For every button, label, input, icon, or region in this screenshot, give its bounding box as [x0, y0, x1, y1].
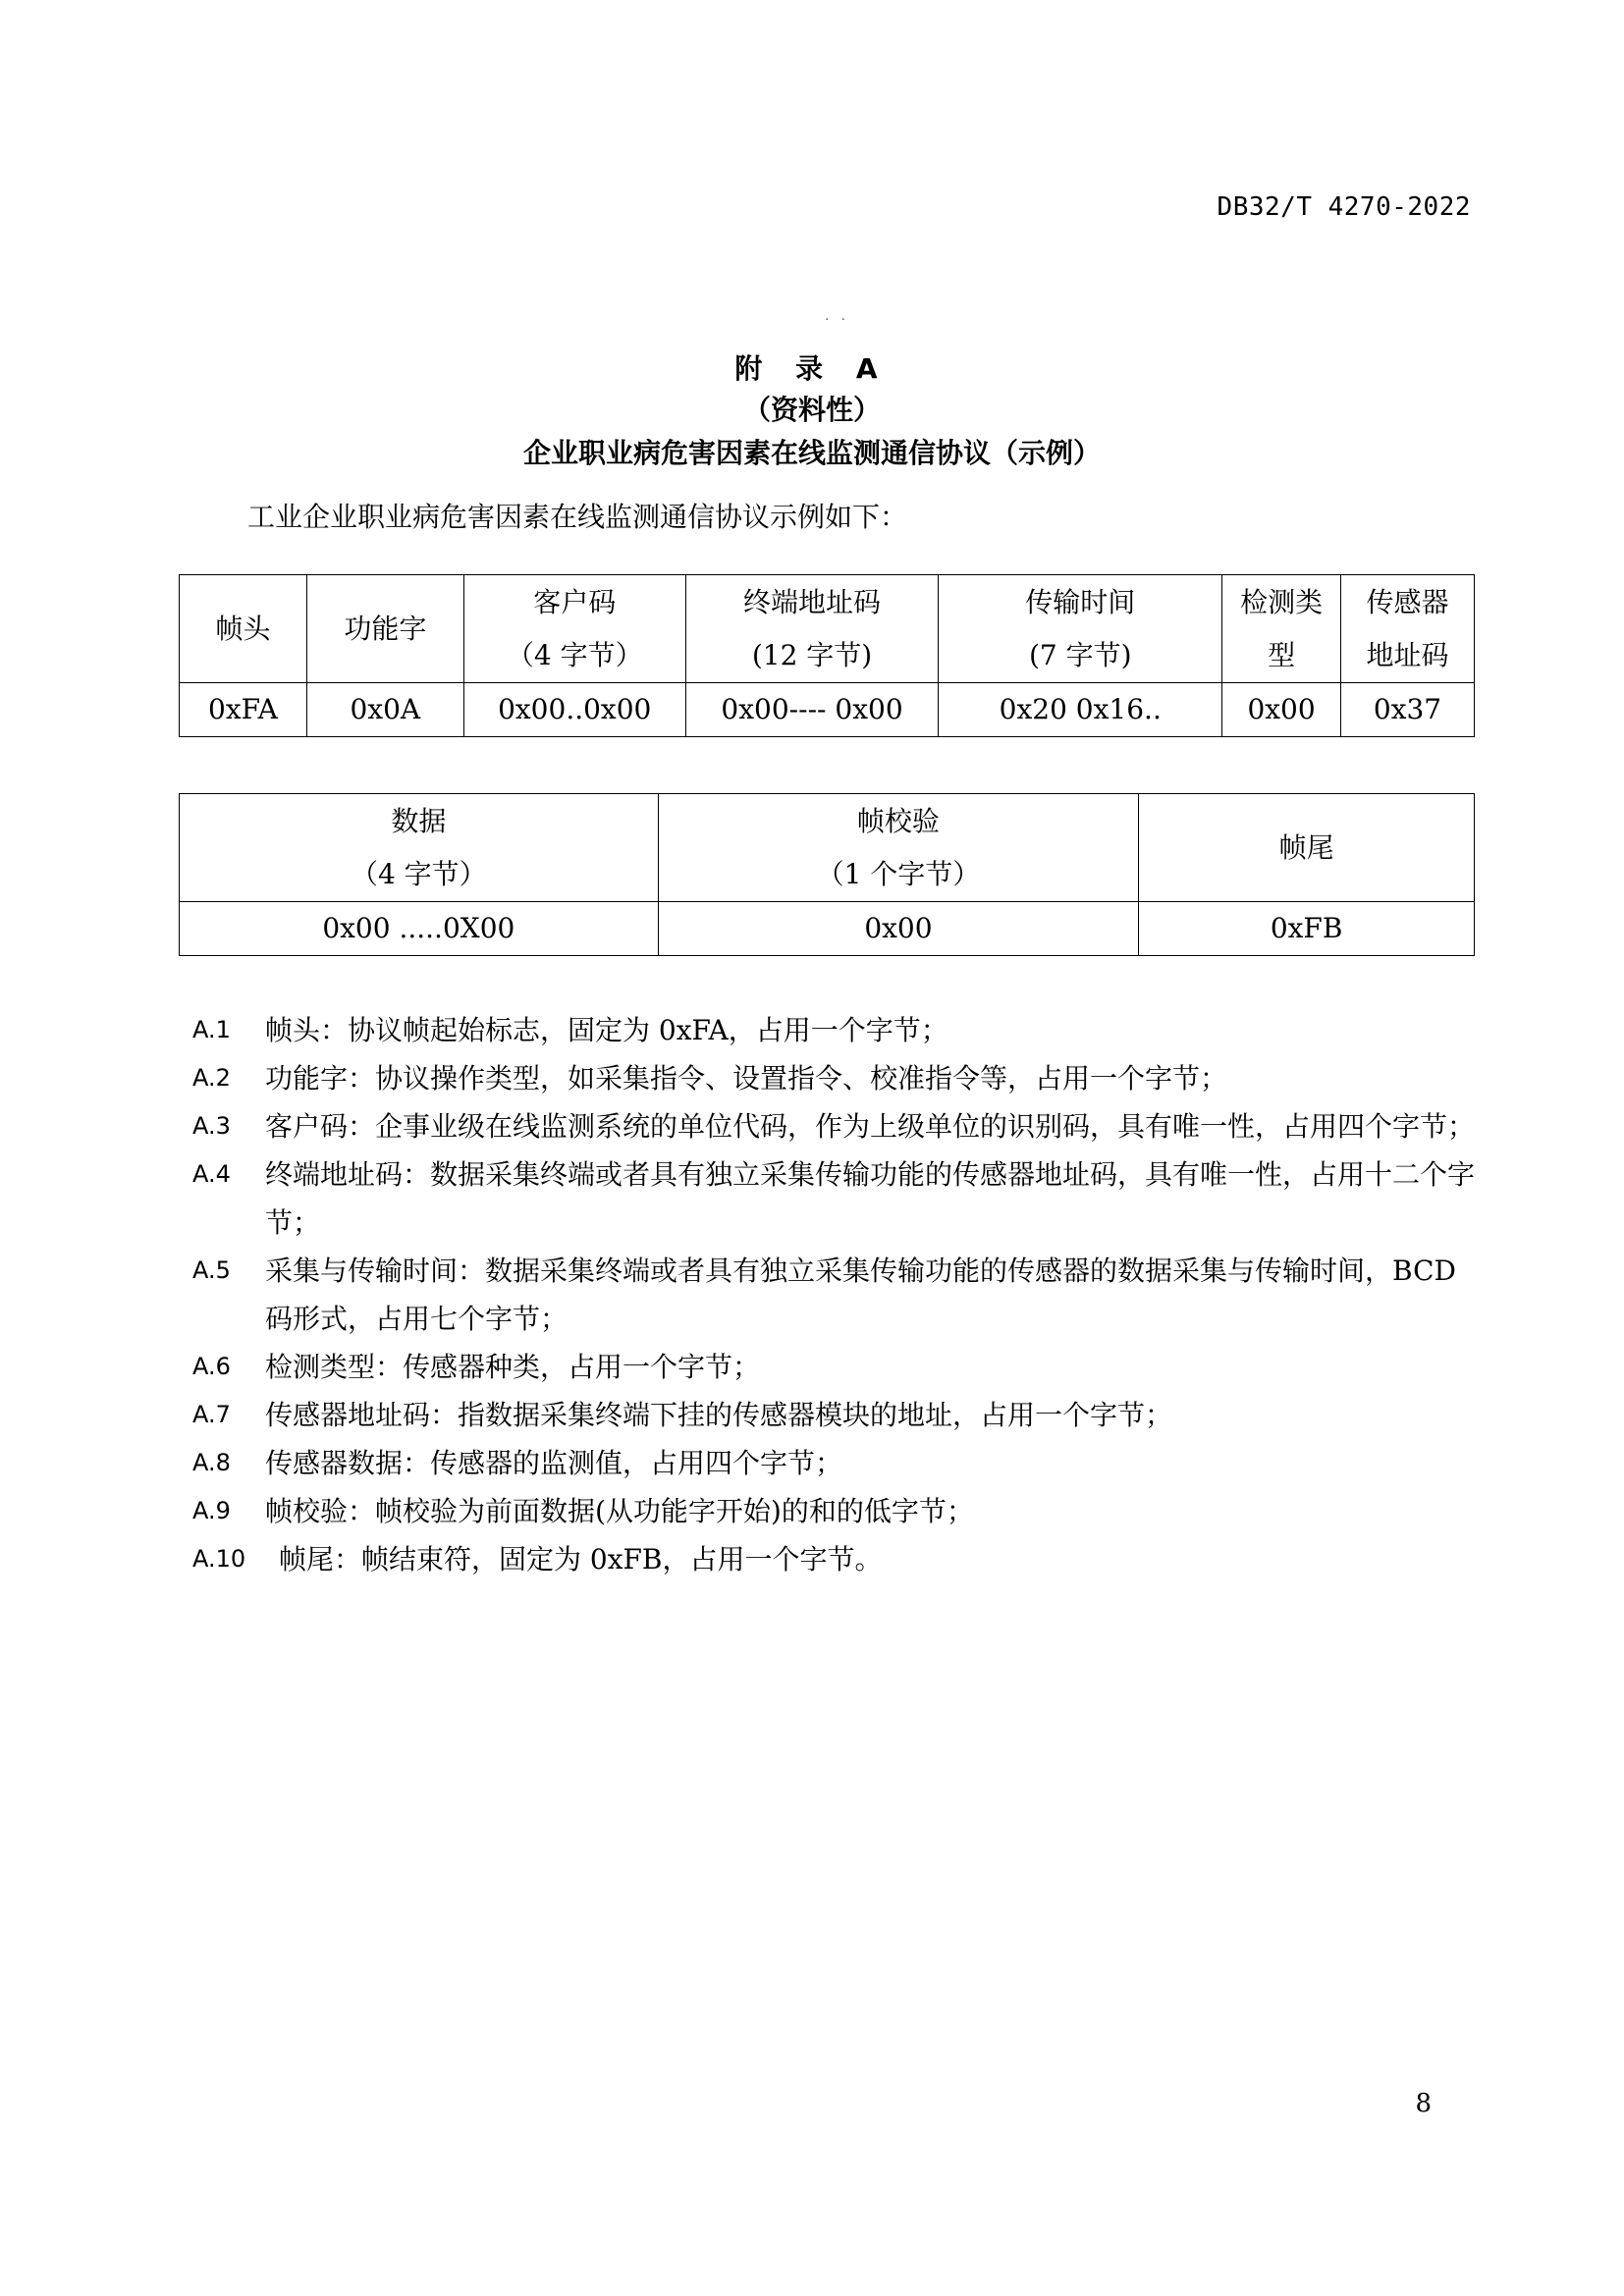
item-number: A.10: [192, 1545, 246, 1573]
item-text: 帧尾：帧结束符，固定为 0xFB，占用一个字节。: [279, 1543, 883, 1575]
item-text: 传感器数据：传感器的监测值，占用四个字节；: [265, 1447, 843, 1479]
list-item: [192, 1150, 1479, 1247]
decorative-dots: ··: [825, 312, 857, 328]
frame-table-2: [179, 793, 1475, 956]
item-number: A.6: [192, 1353, 231, 1380]
table-header-row: [180, 794, 1475, 902]
value-cell: 0x0A: [306, 683, 463, 737]
item-text: 帧校验：帧校验为前面数据(从功能字开始)的和的低字节；: [265, 1495, 974, 1527]
table-row: [180, 683, 1475, 737]
item-text: 传感器地址码：指数据采集终端下挂的传感器模块的地址，占用一个字节；: [265, 1399, 1173, 1431]
item-number: A.2: [192, 1064, 231, 1092]
list-item: [192, 1439, 1479, 1487]
item-text: 终端地址码：数据采集终端或者具有独立采集传输功能的传感器地址码，具有唯一性，占用十二个字节；: [265, 1158, 1476, 1239]
value-cell: 0x00: [1222, 683, 1341, 737]
appendix-title: 附 录 A: [734, 352, 890, 385]
value-cell: 0x20 0x16..: [939, 683, 1222, 737]
item-number: A.3: [192, 1112, 231, 1140]
header-cell: 终端地址码 (12 字节): [685, 575, 939, 683]
frame-table-1: [179, 574, 1475, 737]
item-number: A.1: [192, 1016, 231, 1043]
intro-paragraph: 工业企业职业病危害因素在线监测通信协议示例如下：: [247, 501, 908, 533]
list-item: [192, 1343, 1479, 1391]
item-number: A.8: [192, 1449, 231, 1476]
list-item: [192, 1487, 1479, 1535]
item-number: A.5: [192, 1256, 231, 1284]
table-header-row: [180, 575, 1475, 683]
value-cell: 0x00---- 0x00: [685, 683, 939, 737]
header-cell: 功能字: [306, 575, 463, 683]
item-text: 功能字：协议操作类型，如采集指令、设置指令、校准指令等，占用一个字节；: [265, 1062, 1228, 1095]
appendix-subject: 企业职业病危害因素在线监测通信协议（示例）: [522, 437, 1101, 469]
header-cell: 帧尾: [1139, 794, 1475, 902]
item-number: A.9: [192, 1497, 231, 1524]
list-item: [192, 1054, 1479, 1102]
list-item: [192, 1391, 1479, 1439]
item-text: 帧头：协议帧起始标志，固定为 0xFA，占用一个字节；: [265, 1014, 948, 1046]
item-text: 采集与传输时间：数据采集终端或者具有独立采集传输功能的传感器的数据采集与传输时间，BCD 码形式，占用七个字节；: [265, 1255, 1456, 1335]
list-item: [192, 1102, 1479, 1150]
appendix-type: （资料性）: [742, 394, 881, 426]
list-item: [192, 1535, 1479, 1583]
value-cell: 0x37: [1341, 683, 1475, 737]
header-cell: 传感器 地址码: [1341, 575, 1475, 683]
value-cell: 0x00..0x00: [463, 683, 685, 737]
header-cell: 检测类 型: [1222, 575, 1341, 683]
header-cell: 数据 （4 字节）: [180, 794, 659, 902]
item-text: 检测类型：传感器种类，占用一个字节；: [265, 1351, 761, 1383]
header-cell: 帧头: [180, 575, 307, 683]
item-number: A.4: [192, 1160, 231, 1188]
value-cell: 0x00 .....0X00: [180, 902, 659, 956]
item-number: A.7: [192, 1401, 231, 1428]
definition-list: [192, 1006, 1479, 1583]
header-cell: 传输时间 (7 字节): [939, 575, 1222, 683]
value-cell: 0xFA: [180, 683, 307, 737]
list-item: [192, 1247, 1479, 1343]
header-cell: 帧校验 （1 个字节）: [658, 794, 1139, 902]
item-text: 客户码：企事业级在线监测系统的单位代码，作为上级单位的识别码，具有唯一性，占用四个字节；: [265, 1110, 1476, 1143]
document-code: DB32/T 4270-2022: [1217, 192, 1471, 222]
value-cell: 0xFB: [1139, 902, 1475, 956]
page-number: 8: [1415, 2089, 1432, 2118]
value-cell: 0x00: [658, 902, 1139, 956]
table-row: [180, 902, 1475, 956]
list-item: [192, 1006, 1479, 1054]
header-cell: 客户码 （4 字节）: [463, 575, 685, 683]
